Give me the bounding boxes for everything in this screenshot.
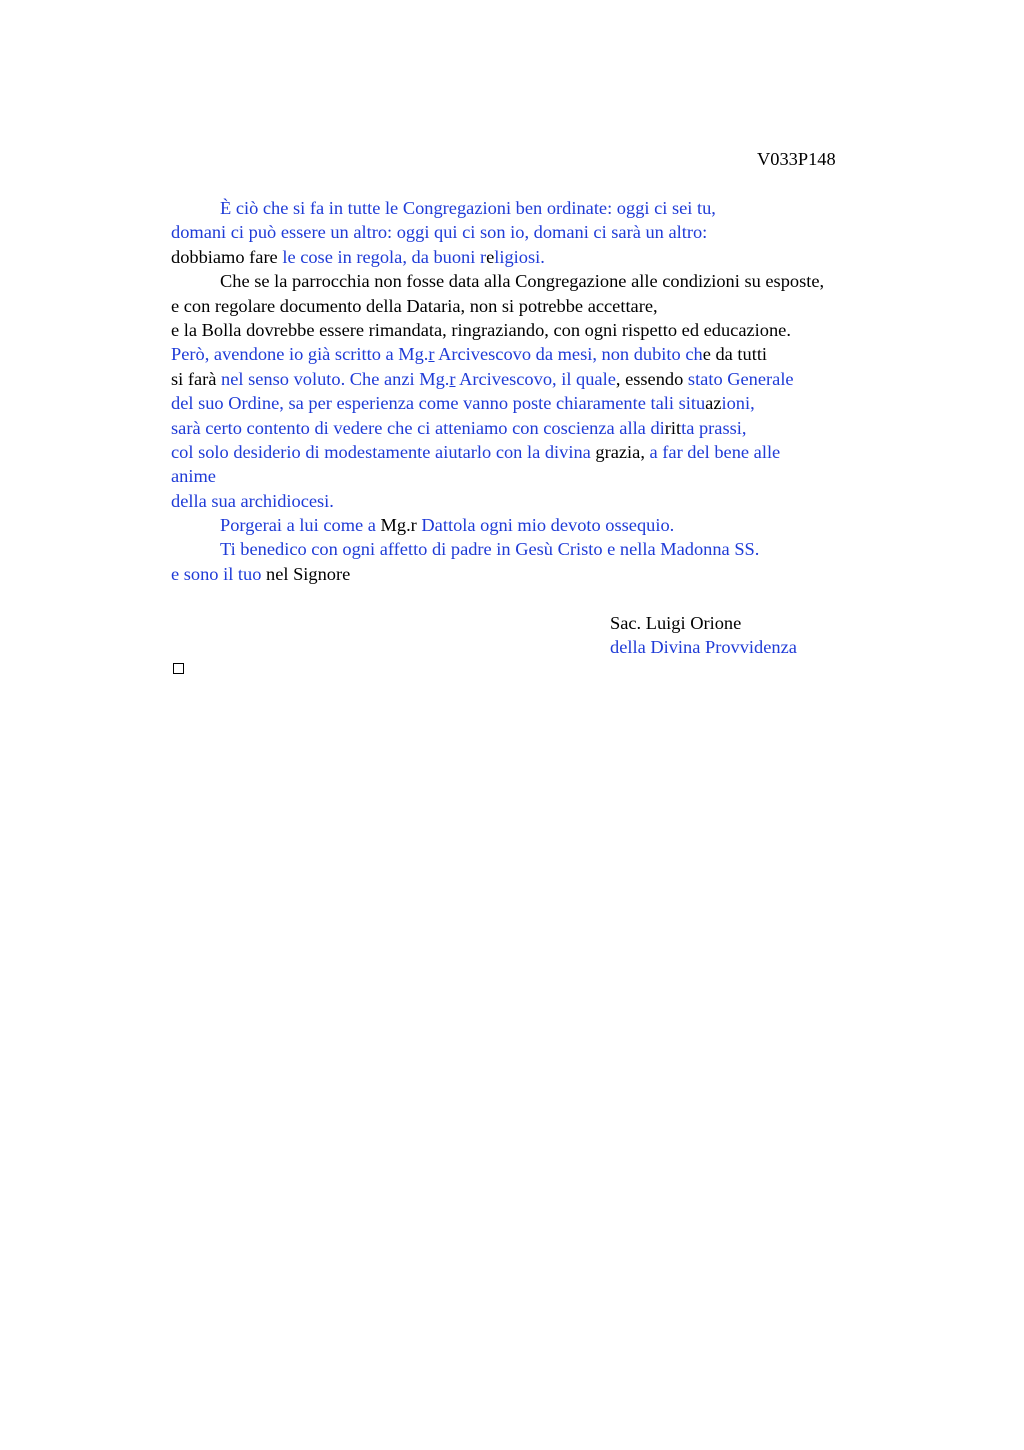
- text-span: È ciò che si fa in tutte le Congregazioni ben ordinate: oggi ci sei tu,: [220, 198, 716, 218]
- text-line: [171, 220, 911, 244]
- text-span: grazia,: [595, 441, 650, 462]
- text-span: Arcivescovo, il quale: [455, 368, 616, 389]
- text-line: [171, 513, 911, 537]
- text-span: Dattola ogni mio devoto ossequio.: [421, 515, 675, 536]
- text-line: [171, 318, 911, 342]
- text-span: e la Bolla dovrebbe essere rimandata, ringraziando, con ogni rispetto ed educazione.: [171, 319, 791, 340]
- text-span: ligiosi.: [494, 246, 545, 267]
- text-span: le cose in regola, da buoni r: [282, 246, 487, 267]
- text-span: col solo desiderio di modestamente aiutarlo con la divina: [171, 441, 596, 462]
- text-line: [171, 391, 911, 415]
- text-span: e sono il tuo: [171, 563, 267, 584]
- signature-block: [610, 611, 797, 660]
- text-span: della sua archidiocesi.: [171, 490, 334, 511]
- text-span: Arcivescovo da mesi, non dubito ch: [434, 344, 703, 365]
- signature-name: Sac. Luigi Orione: [610, 613, 742, 633]
- text-span: ta prassi,: [681, 417, 747, 438]
- text-span: i: [721, 393, 727, 414]
- text-span: az: [705, 393, 722, 414]
- text-line: [171, 416, 911, 440]
- page-code: V033P148: [757, 149, 836, 169]
- text-line: [171, 294, 911, 318]
- text-span: oni,: [726, 393, 755, 414]
- text-span: e con regolare documento della Dataria, non si potrebbe accettare,: [171, 295, 658, 316]
- text-line: [171, 562, 911, 586]
- letter-body: [171, 196, 911, 586]
- text-line: [171, 367, 911, 391]
- text-span: sarà certo contento di vedere che ci atteniamo con coscienza alla di: [171, 417, 665, 438]
- text-span: dobbiamo fare: [171, 246, 283, 267]
- text-span: , essendo: [615, 368, 688, 389]
- text-span: anime: [171, 466, 216, 487]
- end-marker-box: [173, 663, 184, 674]
- text-span: Ti benedico con ogni affetto di padre in Gesù Cristo e nella Madonna SS.: [220, 539, 760, 560]
- text-line: [171, 269, 911, 293]
- text-span: si farà: [171, 368, 222, 389]
- text-span: nel Signore: [266, 563, 351, 584]
- text-line: [171, 196, 911, 220]
- text-line: [171, 245, 911, 269]
- text-span: Mg.r: [380, 515, 422, 536]
- text-span: Porgerai a lui come a: [220, 515, 381, 536]
- text-span: a far del bene alle: [649, 441, 781, 462]
- text-span: domani ci può essere un altro: oggi qui ci son io, domani ci sarà un altro:: [171, 222, 708, 243]
- text-span: stato Generale: [687, 368, 794, 389]
- text-span: del suo Ordine, sa per esperienza come vanno poste chiaramente tali situ: [171, 393, 706, 414]
- text-span: Però, avendone io già scritto a Mg.: [171, 344, 429, 365]
- superscript-r: r: [428, 344, 435, 365]
- text-span: nel senso voluto. Che anzi Mg.: [221, 368, 450, 389]
- text-line: [171, 464, 911, 488]
- text-line: [171, 342, 911, 366]
- text-span: Che se la parrocchia non fosse data alla Congregazione alle condizioni su esposte,: [220, 271, 825, 292]
- text-line: [171, 489, 911, 513]
- text-span: e da tutti: [702, 344, 768, 365]
- text-span: e: [486, 246, 495, 267]
- text-line: [171, 440, 911, 464]
- signature-title: della Divina Provvidenza: [610, 637, 797, 658]
- text-line: [171, 537, 911, 561]
- superscript-r: r: [449, 368, 456, 389]
- text-span: rit: [664, 417, 682, 438]
